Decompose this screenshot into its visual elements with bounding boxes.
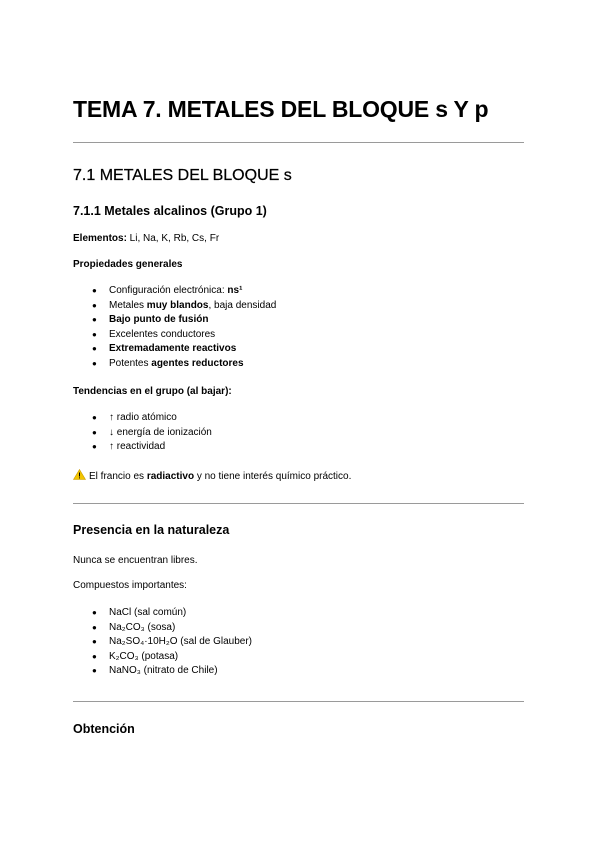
list-item: ● NaNO₃ (nitrato de Chile)	[92, 665, 218, 677]
divider	[73, 142, 524, 143]
list-item: ● Metales muy blandos, baja densidad	[92, 299, 277, 311]
divider	[73, 503, 524, 504]
elements-label: Elementos:	[73, 233, 127, 244]
document-title: TEMA 7. METALES DEL BLOQUE s Y p	[73, 96, 489, 122]
warning-icon	[73, 469, 86, 480]
list-item: ● Configuración electrónica: ns¹	[92, 285, 243, 296]
subsection-heading: 7.1.1 Metales alcalinos (Grupo 1)	[73, 204, 267, 218]
elements-line	[73, 233, 219, 245]
list-item: ● ↓ energía de ionización	[92, 426, 212, 438]
list-item: ● ↑ radio atómico	[92, 412, 177, 423]
list-item: ● Na₂CO₃ (sosa)	[92, 621, 176, 633]
list-item: ● Excelentes conductores	[92, 328, 216, 340]
nature-text: Nunca se encuentran libres.	[73, 555, 198, 566]
divider	[73, 701, 524, 702]
nature-heading: Presencia en la naturaleza	[73, 523, 230, 537]
list-item: ● Bajo punto de fusión	[92, 314, 209, 326]
properties-list	[73, 284, 276, 372]
list-item: ● Extremadamente reactivos	[92, 343, 237, 355]
properties-heading: Propiedades generales	[73, 259, 183, 270]
section-heading: 7.1 METALES DEL BLOQUE s	[73, 167, 292, 184]
list-item: ● K₂CO₃ (potasa)	[92, 650, 179, 662]
list-item: ● ↑ reactividad	[92, 441, 166, 453]
elements-value: Li, Na, K, Rb, Cs, Fr	[126, 233, 220, 244]
list-item: ● Potentes agentes reductores	[92, 357, 244, 369]
warning-note: El francio es radiactivo y no tiene interés químico práctico.	[73, 469, 351, 483]
obtencion-heading: Obtención	[73, 722, 135, 736]
compounds-list	[73, 606, 252, 679]
trends-heading: Tendencias en el grupo (al bajar):	[73, 386, 232, 397]
compounds-intro: Compuestos importantes:	[73, 580, 187, 591]
list-item: ● NaCl (sal común)	[92, 607, 187, 618]
trends-list	[73, 411, 212, 455]
list-item: ● Na₂SO₄·10H₂O (sal de Glauber)	[92, 636, 253, 648]
